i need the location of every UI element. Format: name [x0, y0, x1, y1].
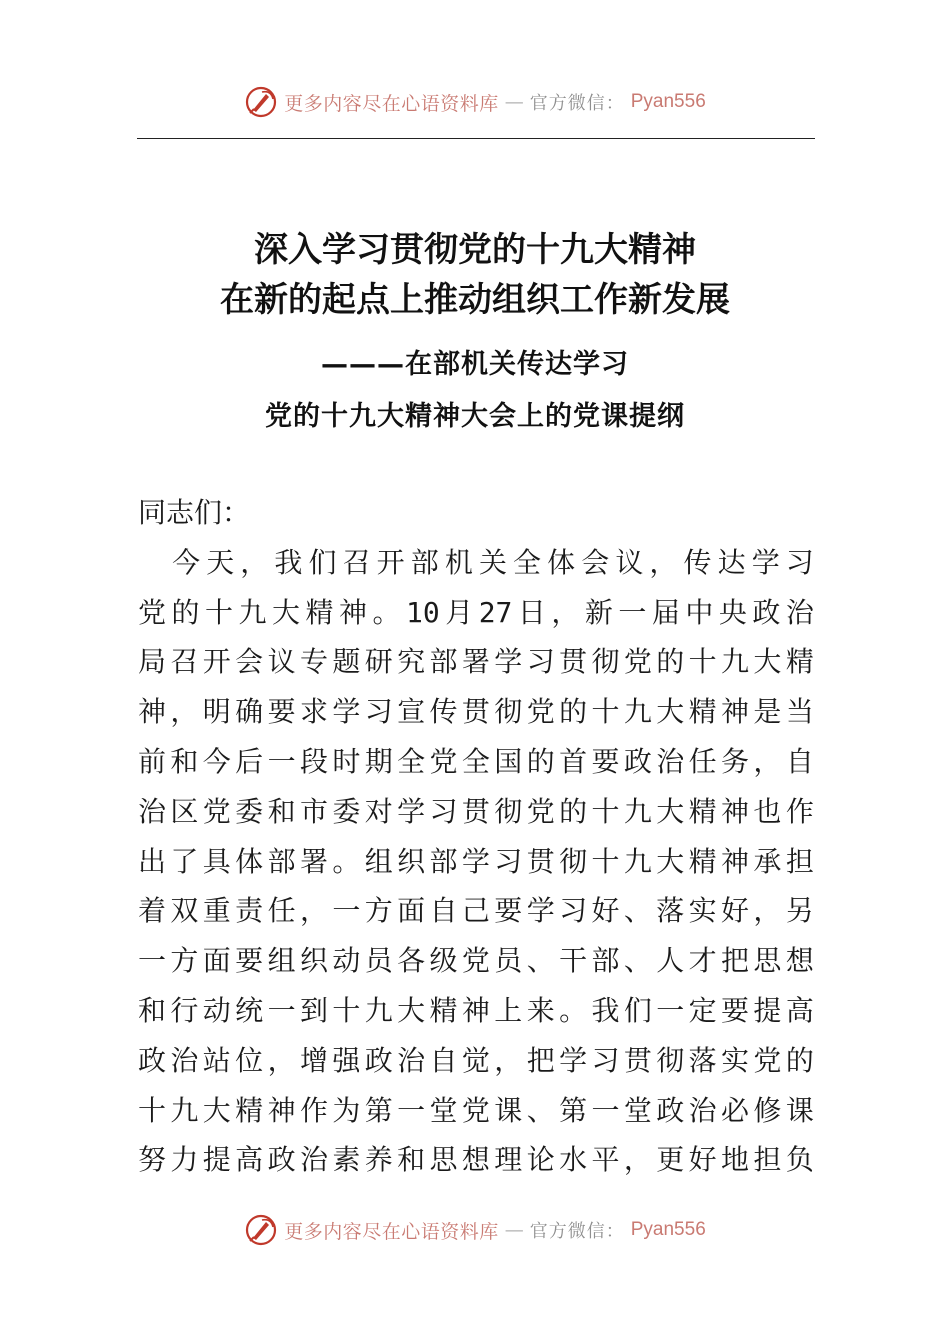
body-line: 和 行 动 统 一 到 十 九 大 精 神 上 来 。 我 们 一 定 要 提 高 — [138, 993, 814, 1027]
footer-watermark-text: 更多内容尽在心语资料库 — [284, 1220, 499, 1243]
footer-watermark — [0, 1210, 950, 1250]
title-line-2: 在新的起点上推动组织工作新发展 — [220, 280, 730, 320]
footer-watermark-dash: — — [504, 1219, 524, 1241]
body-line: 十 九 大 精 神 作 为 第 一 堂 党 课 、 第 一 堂 政 治 必 修 课 — [138, 1093, 814, 1127]
body-text — [138, 488, 814, 1185]
header-watermark-text: 更多内容尽在心语资料库 — [284, 92, 499, 115]
body-line: 神 ， 明 确 要 求 学 习 宣 传 贯 彻 党 的 十 九 大 精 神 是 当 — [138, 695, 814, 729]
header-watermark-official: 官方微信： — [529, 93, 625, 114]
header-watermark-dash: — — [504, 91, 524, 113]
subtitle-line-2: 党的十九大精神大会上的党课提纲 — [265, 401, 685, 432]
body-line: 一 方 面 要 组 织 动 员 各 级 党 员 、 干 部 、 人 才 把 思 想 — [138, 944, 814, 978]
subtitle-line-1: ———在部机关传达学习 — [321, 349, 629, 380]
footer-watermark-official: 官方微信： — [529, 1221, 625, 1242]
body-line: 努 力 提 高 政 治 素 养 和 思 想 理 论 水 平 ， 更 好 地 担 负 — [138, 1143, 814, 1177]
title-line-1: 深入学习贯彻党的十九大精神 — [254, 230, 696, 270]
header-divider — [137, 138, 815, 139]
body-line: 出 了 具 体 部 署 。 组 织 部 学 习 贯 彻 十 九 大 精 神 承 担 — [138, 844, 814, 878]
salutation: 同志们： — [138, 496, 251, 529]
body-line: 党 的 十 九 大 精 神 。 10 月 27 日 ， 新 一 届 中 央 政 治 — [138, 595, 814, 629]
body-line: 治 区 党 委 和 市 委 对 学 习 贯 彻 党 的 十 九 大 精 神 也 作 — [138, 794, 814, 828]
pen-logo-icon — [244, 1213, 278, 1247]
body-line: 着 双 重 责 任 ， 一 方 面 自 己 要 学 习 好 、 落 实 好 ， 另 — [138, 894, 814, 928]
header-watermark-id: Pyan556 — [630, 91, 706, 112]
pen-logo-icon — [244, 85, 278, 119]
body-line: 政 治 站 位 ， 增 强 政 治 自 觉 ， 把 学 习 贯 彻 落 实 党 的 — [138, 1043, 814, 1077]
header-watermark — [0, 82, 950, 122]
body-paragraph — [138, 538, 814, 1185]
footer-watermark-id: Pyan556 — [630, 1219, 706, 1240]
body-line: 前 和 今 后 一 段 时 期 全 党 全 国 的 首 要 政 治 任 务 ， 自 — [138, 744, 814, 778]
body-line: 今 天 ， 我 们 召 开 部 机 关 全 体 会 议 ， 传 达 学 习 — [172, 545, 814, 579]
body-line: 局 召 开 会 议 专 题 研 究 部 署 学 习 贯 彻 党 的 十 九 大 精 — [138, 645, 814, 679]
